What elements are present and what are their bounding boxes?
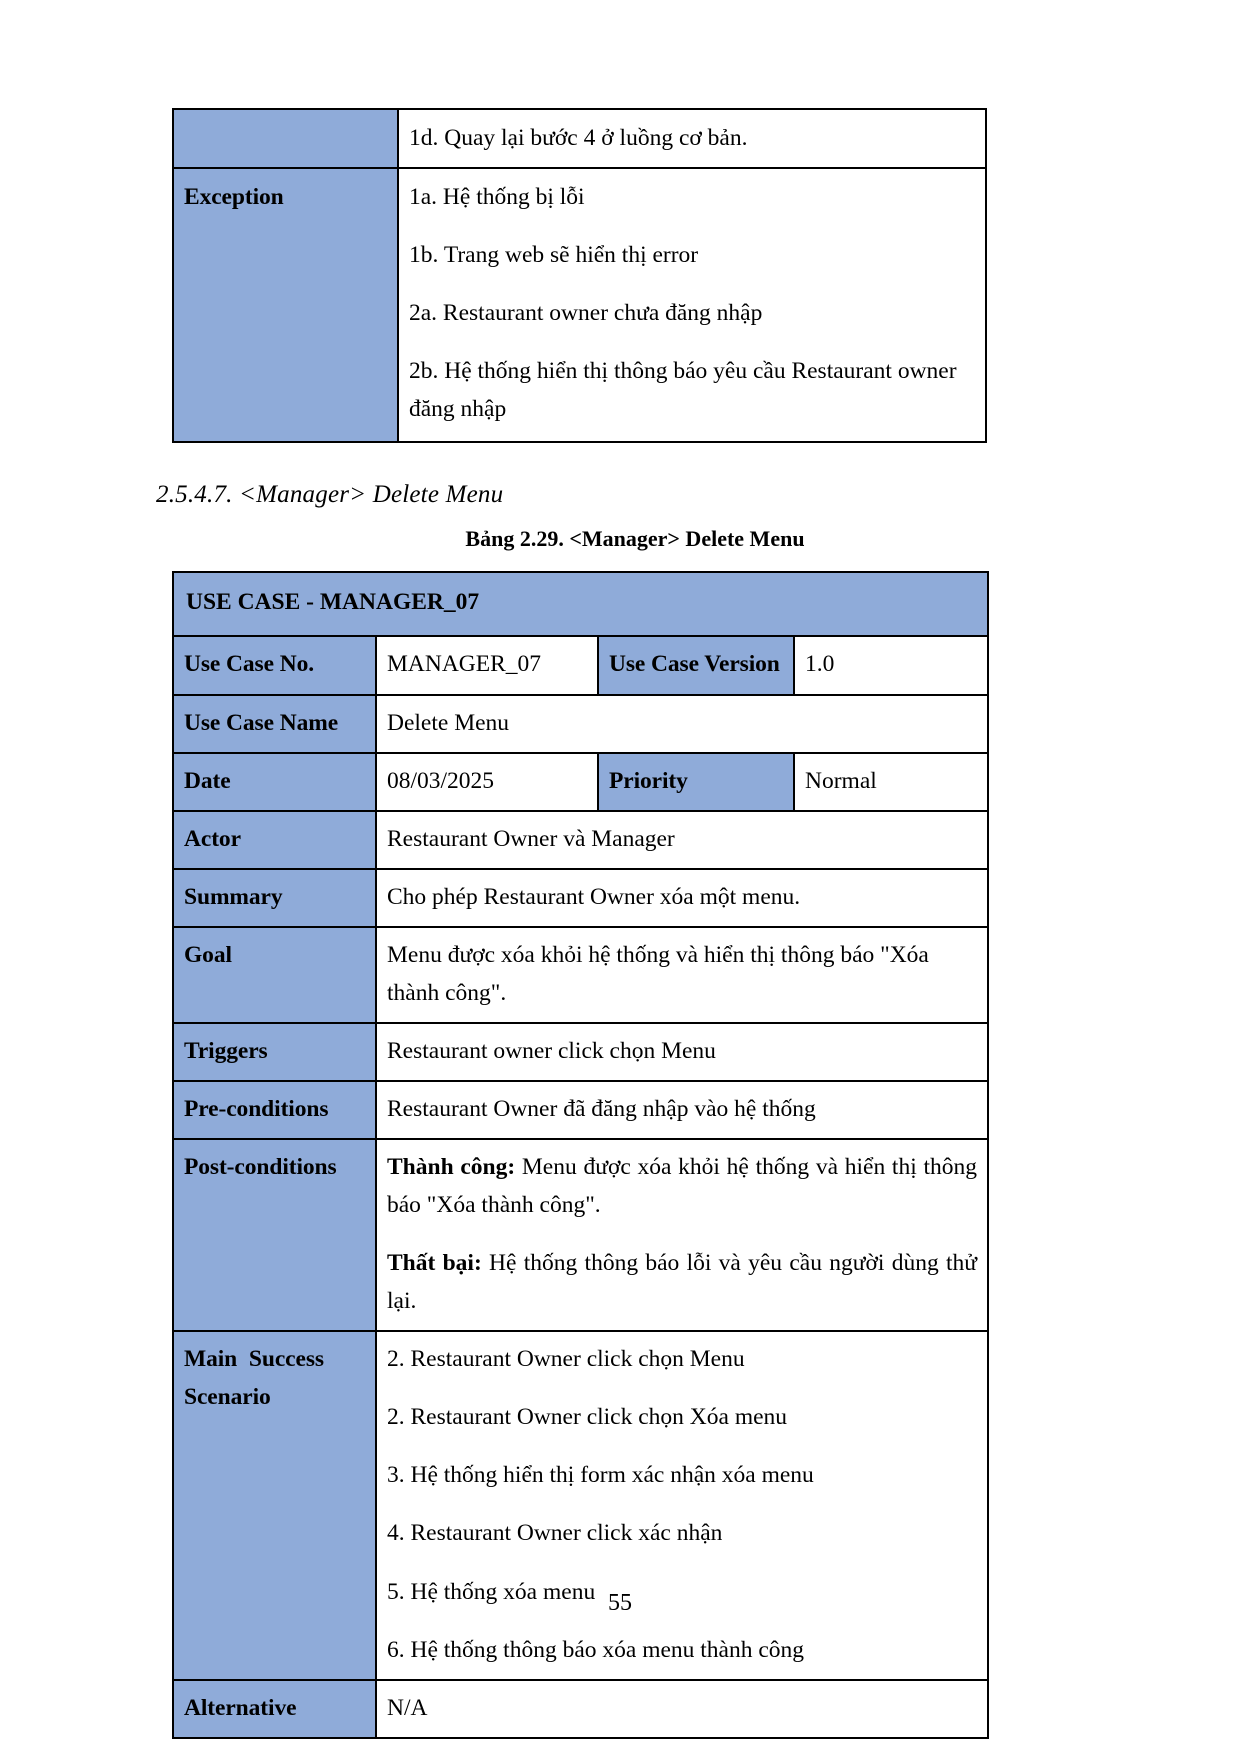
exception-line: 2b. Hệ thống hiển thị thông báo yêu cầu Restaurant owner đăng nhập xyxy=(409,358,957,423)
use-case-header: USE CASE - MANAGER_07 xyxy=(173,572,988,636)
use-case-table xyxy=(172,571,989,1738)
pre-conditions-label: Pre-conditions xyxy=(173,1081,376,1139)
summary-value: Cho phép Restaurant Owner xóa một menu. xyxy=(376,869,988,927)
use-case-version-value: 1.0 xyxy=(794,636,988,694)
exception-line: 1a. Hệ thống bị lỗi xyxy=(409,184,585,211)
post-conditions-label: Post-conditions xyxy=(173,1139,376,1331)
table-row xyxy=(173,927,988,1023)
use-case-no-label: Use Case No. xyxy=(173,636,376,694)
actor-value: Restaurant Owner và Manager xyxy=(376,811,988,869)
post-condition-failure xyxy=(387,1244,977,1320)
table-row xyxy=(173,1023,988,1081)
exception-line: 1b. Trang web sẽ hiển thị error xyxy=(409,242,699,269)
post-conditions-value xyxy=(376,1139,988,1331)
continued-use-case-table xyxy=(172,108,987,443)
table-row xyxy=(173,636,988,694)
post-condition-failure-label: Thất bại: xyxy=(387,1250,482,1277)
use-case-no-value: MANAGER_07 xyxy=(376,636,598,694)
exception-label: Exception xyxy=(173,168,398,442)
exception-value xyxy=(398,168,986,442)
post-condition-success xyxy=(387,1148,977,1224)
post-condition-failure-text: Hệ thống thông báo lỗi và yêu cầu người dùng thử lại. xyxy=(387,1250,977,1315)
table-row xyxy=(173,168,986,442)
use-case-name-value: Delete Menu xyxy=(376,695,988,753)
alternative-label: Alternative xyxy=(173,1680,376,1738)
pre-conditions-value: Restaurant Owner đã đăng nhập vào hệ thống xyxy=(376,1081,988,1139)
use-case-version-label: Use Case Version xyxy=(598,636,794,694)
table-caption: Bảng 2.29. <Manager> Delete Menu xyxy=(465,526,805,552)
priority-value: Normal xyxy=(794,753,988,811)
goal-value: Menu được xóa khỏi hệ thống và hiển thị thông báo "Xóa thành công". xyxy=(376,927,988,1023)
table-row xyxy=(173,1331,988,1679)
table-row xyxy=(173,1680,988,1738)
table-row xyxy=(173,1081,988,1139)
use-case-name-label: Use Case Name xyxy=(173,695,376,753)
actor-label: Actor xyxy=(173,811,376,869)
scenario-step: 6. Hệ thống thông báo xóa menu thành công xyxy=(387,1636,805,1663)
table-row xyxy=(173,811,988,869)
triggers-label: Triggers xyxy=(173,1023,376,1081)
alternative-value: N/A xyxy=(376,1680,988,1738)
table-row xyxy=(173,869,988,927)
table-row xyxy=(173,572,988,636)
summary-label: Summary xyxy=(173,869,376,927)
scenario-step: 2. Restaurant Owner click chọn Menu xyxy=(387,1346,745,1373)
scenario-step: 2. Restaurant Owner click chọn Xóa menu xyxy=(387,1404,788,1431)
triggers-value: Restaurant owner click chọn Menu xyxy=(376,1023,988,1081)
scenario-step: 4. Restaurant Owner click xác nhận xyxy=(387,1520,723,1547)
post-condition-success-text: Menu được xóa khỏi hệ thống và hiển thị thông báo "Xóa thành công". xyxy=(387,1154,977,1219)
section-heading: 2.5.4.7. <Manager> Delete Menu xyxy=(156,481,504,509)
main-success-scenario-label: Main Success Scenario xyxy=(173,1331,376,1679)
date-label: Date xyxy=(173,753,376,811)
post-condition-success-label: Thành công: xyxy=(387,1154,516,1180)
scenario-step: 5. Hệ thống xóa menu xyxy=(387,1578,596,1605)
main-success-scenario-value xyxy=(376,1331,988,1679)
continued-empty-label xyxy=(173,109,398,168)
table-row xyxy=(173,1139,988,1331)
priority-label: Priority xyxy=(598,753,794,811)
scenario-step: 3. Hệ thống hiển thị form xác nhận xóa menu xyxy=(387,1462,814,1489)
table-row xyxy=(173,695,988,753)
table-row xyxy=(173,753,988,811)
page-number: 55 xyxy=(608,1590,632,1616)
date-value: 08/03/2025 xyxy=(376,753,598,811)
goal-label: Goal xyxy=(173,927,376,1023)
exception-line: 2a. Restaurant owner chưa đăng nhập xyxy=(409,300,763,327)
table-row xyxy=(173,109,986,168)
continued-step-value: 1d. Quay lại bước 4 ở luồng cơ bản. xyxy=(398,109,986,168)
